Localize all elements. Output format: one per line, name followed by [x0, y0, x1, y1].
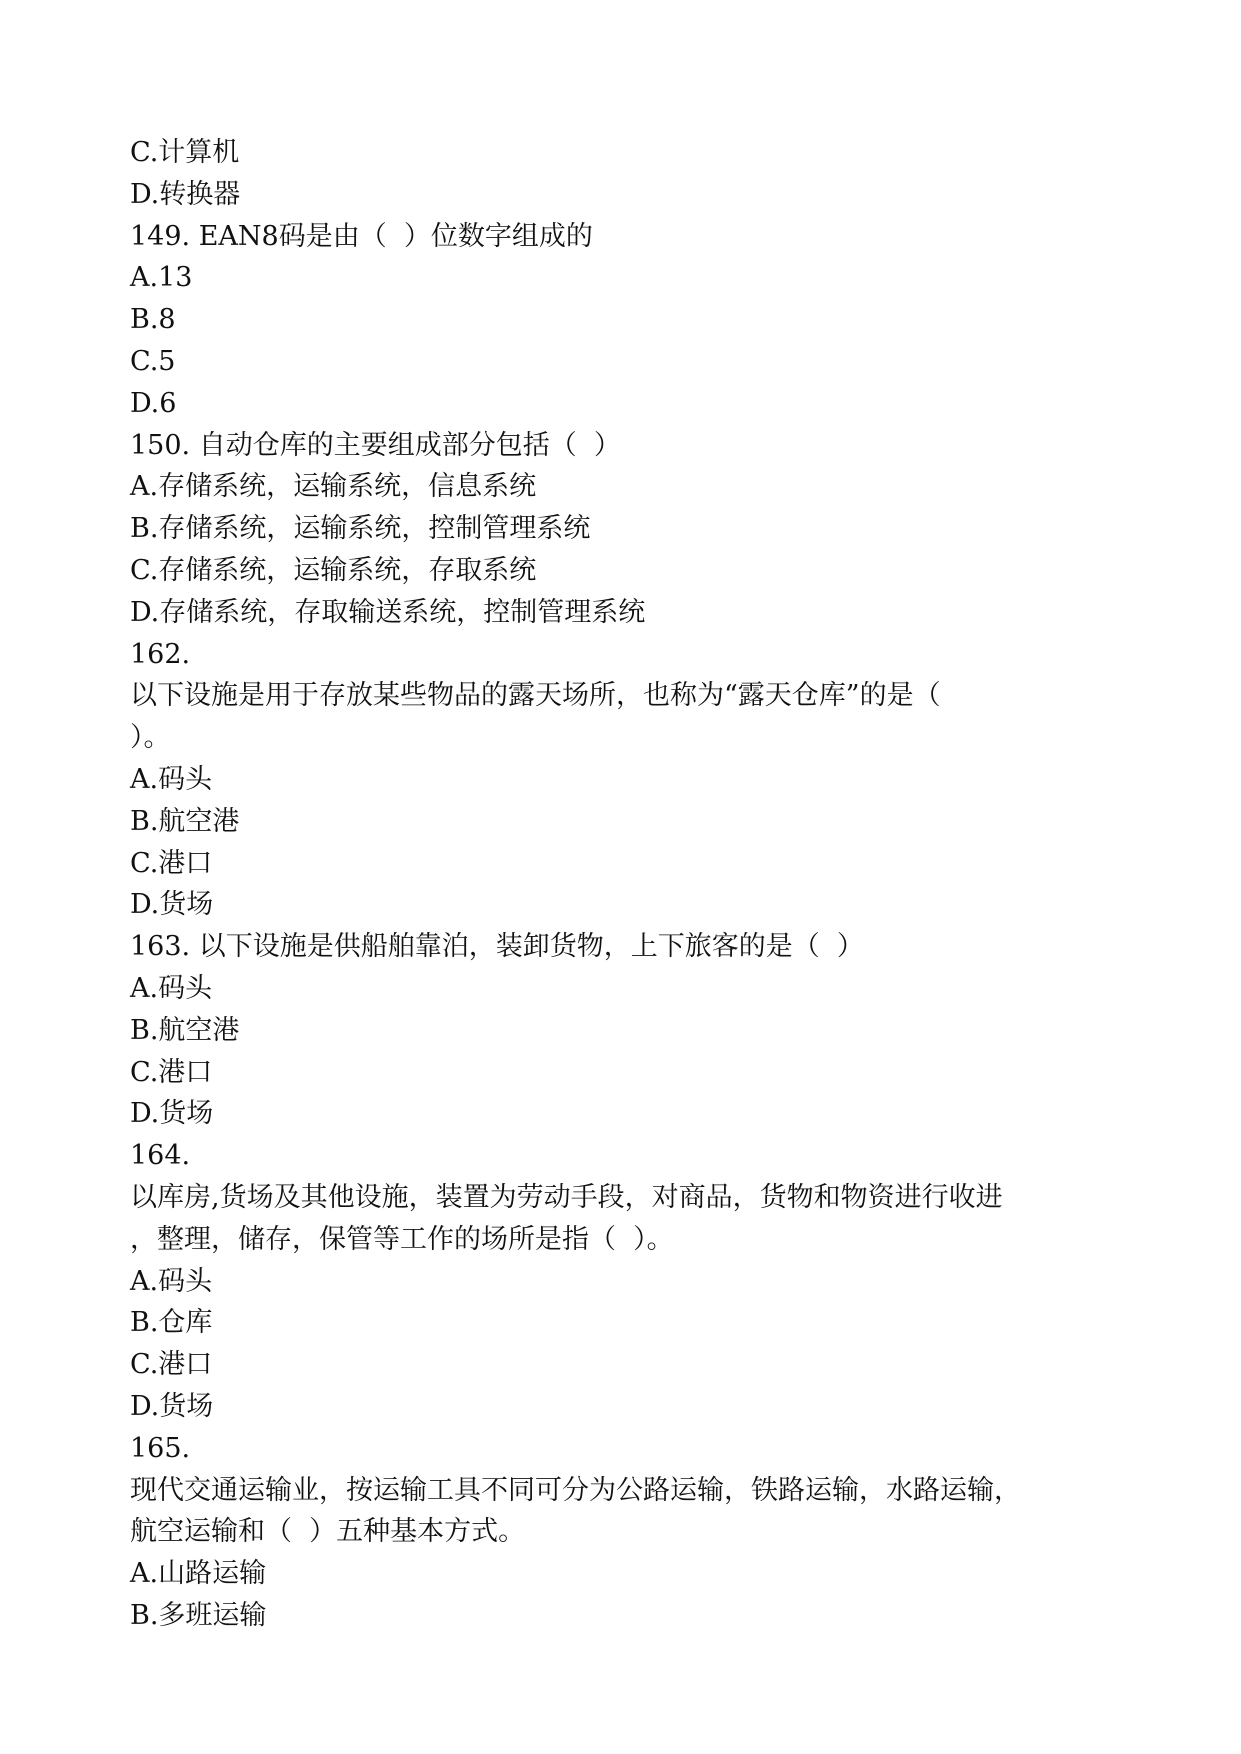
question-162-number: 162.: [130, 638, 191, 670]
option-c-computer: C.计算机: [130, 137, 240, 168]
question-162-option-a: A.码头: [130, 763, 213, 795]
question-164-text-line-1: 以库房,货场及其他设施，装置为劳动手段，对商品，货物和物资进行收进: [130, 1181, 1003, 1213]
question-164-text-line-2: ，整理，储存，保管等工作的场所是指（ ）。: [130, 1223, 674, 1255]
question-163-option-d: D.货场: [130, 1098, 214, 1130]
question-164-option-c: C.港口: [130, 1349, 213, 1381]
question-149: 149. EAN8码是由（ ）位数字组成的: [130, 220, 593, 252]
question-165-option-b: B.多班运输: [130, 1599, 267, 1631]
question-149-option-c: C.5: [130, 345, 176, 377]
question-165-text-line-1: 现代交通运输业，按运输工具不同可分为公路运输，铁路运输，水路运输，: [130, 1474, 1021, 1506]
question-162-text-line-2: ）。: [130, 722, 171, 754]
question-162-option-c: C.港口: [130, 847, 213, 879]
question-149-option-b: B.8: [130, 304, 176, 336]
question-150: 150. 自动仓库的主要组成部分包括（ ）: [130, 429, 621, 461]
question-150-option-c: C.存储系统，运输系统，存取系统: [130, 554, 537, 586]
question-165-option-a: A.山路运输: [130, 1558, 267, 1590]
question-164-number: 164.: [130, 1140, 191, 1172]
question-162-text-line-1: 以下设施是用于存放某些物品的露天场所，也称为“露天仓库”的是（: [130, 680, 941, 712]
question-164-option-d: D.货场: [130, 1390, 214, 1422]
question-150-option-b: B.存储系统，运输系统，控制管理系统: [130, 513, 591, 545]
question-163-option-a: A.码头: [130, 972, 213, 1004]
question-163-option-b: B.航空港: [130, 1014, 240, 1046]
question-162-option-b: B.航空港: [130, 805, 240, 837]
option-d-converter: D.转换器: [130, 178, 241, 210]
question-162-option-d: D.货场: [130, 889, 214, 921]
question-149-option-a: A.13: [130, 262, 193, 294]
question-165-number: 165.: [130, 1432, 191, 1464]
question-164-option-a: A.码头: [130, 1265, 213, 1297]
document-body: [130, 132, 1130, 1637]
question-164-option-b: B.仓库: [130, 1307, 213, 1339]
question-163: 163. 以下设施是供船舶靠泊，装卸货物，上下旅客的是（ ）: [130, 931, 864, 963]
question-150-option-d: D.存储系统，存取输送系统，控制管理系统: [130, 596, 646, 628]
question-149-option-d: D.6: [130, 387, 177, 419]
question-163-option-c: C.港口: [130, 1056, 213, 1088]
question-165-text-line-2: 航空运输和（ ）五种基本方式。: [130, 1516, 526, 1548]
question-150-option-a: A.存储系统，运输系统，信息系统: [130, 471, 537, 503]
